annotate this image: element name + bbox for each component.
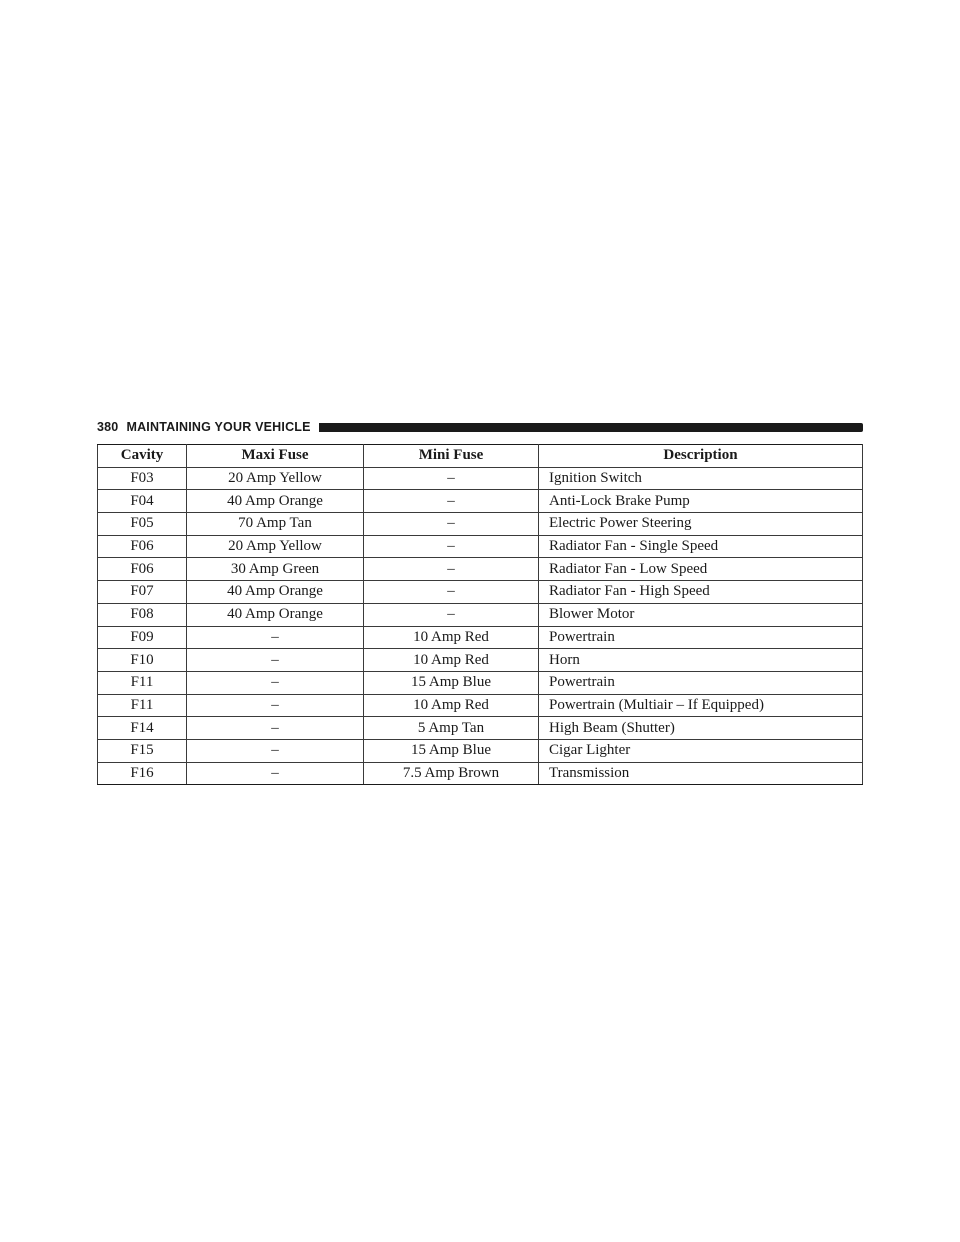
column-header-cavity: Cavity (98, 445, 187, 468)
cell-cavity: F11 (98, 671, 187, 694)
cell-description: Radiator Fan - Low Speed (539, 558, 863, 581)
table-row (98, 535, 863, 558)
cell-cavity: F07 (98, 581, 187, 604)
column-header-mini-fuse: Mini Fuse (364, 445, 539, 468)
table-row (98, 694, 863, 717)
cell-description: Anti-Lock Brake Pump (539, 490, 863, 513)
cell-cavity: F16 (98, 762, 187, 785)
cell-maxi-fuse: 20 Amp Yellow (187, 535, 364, 558)
cell-mini-fuse: 5 Amp Tan (364, 717, 539, 740)
cell-cavity: F11 (98, 694, 187, 717)
cell-description: Electric Power Steering (539, 513, 863, 536)
table-row (98, 671, 863, 694)
cell-maxi-fuse: 30 Amp Green (187, 558, 364, 581)
table-row (98, 603, 863, 626)
cell-description: Powertrain (539, 626, 863, 649)
cell-maxi-fuse: – (187, 649, 364, 672)
cell-description: Ignition Switch (539, 467, 863, 490)
cell-maxi-fuse: – (187, 717, 364, 740)
cell-mini-fuse: 10 Amp Red (364, 649, 539, 672)
table-row (98, 490, 863, 513)
cell-cavity: F05 (98, 513, 187, 536)
cell-maxi-fuse: – (187, 762, 364, 785)
cell-description: Blower Motor (539, 603, 863, 626)
cell-description: Radiator Fan - Single Speed (539, 535, 863, 558)
page-number: 380 (97, 420, 119, 434)
cell-cavity: F14 (98, 717, 187, 740)
table-row (98, 739, 863, 762)
cell-maxi-fuse: 40 Amp Orange (187, 581, 364, 604)
cell-description: Cigar Lighter (539, 739, 863, 762)
cell-maxi-fuse: 40 Amp Orange (187, 603, 364, 626)
cell-description: Powertrain (Multiair – If Equipped) (539, 694, 863, 717)
section-title: MAINTAINING YOUR VEHICLE (126, 420, 311, 434)
cell-cavity: F04 (98, 490, 187, 513)
cell-maxi-fuse: 70 Amp Tan (187, 513, 364, 536)
cell-cavity: F10 (98, 649, 187, 672)
cell-maxi-fuse: – (187, 626, 364, 649)
cell-mini-fuse: – (364, 535, 539, 558)
cell-mini-fuse: 10 Amp Red (364, 694, 539, 717)
column-header-maxi-fuse: Maxi Fuse (187, 445, 364, 468)
cell-mini-fuse: – (364, 581, 539, 604)
table-row (98, 762, 863, 785)
cell-cavity: F06 (98, 535, 187, 558)
table-row (98, 581, 863, 604)
table-row (98, 649, 863, 672)
cell-maxi-fuse: – (187, 671, 364, 694)
cell-description: Powertrain (539, 671, 863, 694)
column-header-description: Description (539, 445, 863, 468)
fuse-table (97, 444, 863, 785)
cell-cavity: F06 (98, 558, 187, 581)
cell-mini-fuse: – (364, 467, 539, 490)
table-header-row (98, 445, 863, 468)
header-rule (319, 423, 863, 432)
cell-description: Transmission (539, 762, 863, 785)
page-header (97, 418, 863, 436)
cell-mini-fuse: – (364, 603, 539, 626)
table-body (98, 467, 863, 785)
cell-maxi-fuse: – (187, 739, 364, 762)
cell-mini-fuse: 15 Amp Blue (364, 739, 539, 762)
cell-description: Radiator Fan - High Speed (539, 581, 863, 604)
cell-cavity: F09 (98, 626, 187, 649)
table-row (98, 467, 863, 490)
cell-mini-fuse: 10 Amp Red (364, 626, 539, 649)
table-row (98, 717, 863, 740)
cell-maxi-fuse: 40 Amp Orange (187, 490, 364, 513)
cell-maxi-fuse: 20 Amp Yellow (187, 467, 364, 490)
cell-cavity: F08 (98, 603, 187, 626)
cell-maxi-fuse: – (187, 694, 364, 717)
table-row (98, 513, 863, 536)
cell-mini-fuse: – (364, 558, 539, 581)
cell-mini-fuse: 15 Amp Blue (364, 671, 539, 694)
table-row (98, 626, 863, 649)
cell-cavity: F03 (98, 467, 187, 490)
cell-description: High Beam (Shutter) (539, 717, 863, 740)
cell-cavity: F15 (98, 739, 187, 762)
cell-mini-fuse: 7.5 Amp Brown (364, 762, 539, 785)
cell-mini-fuse: – (364, 513, 539, 536)
table-row (98, 558, 863, 581)
cell-description: Horn (539, 649, 863, 672)
cell-mini-fuse: – (364, 490, 539, 513)
